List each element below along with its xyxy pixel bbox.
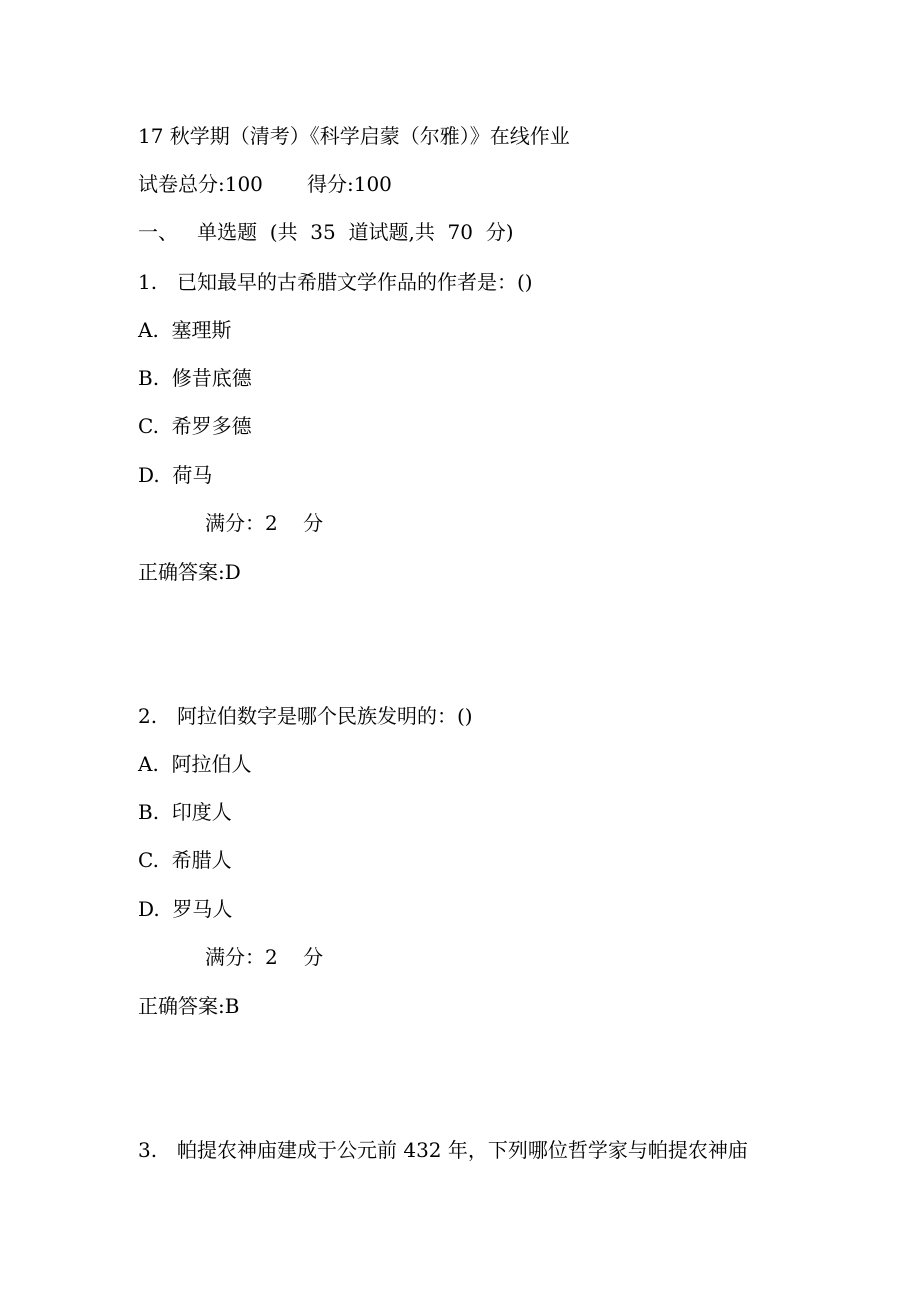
option-c: C. 希罗多德 xyxy=(138,414,252,438)
option-b: B. 印度人 xyxy=(138,800,232,824)
option-d: D. 荷马 xyxy=(138,463,213,487)
question-text: 阿拉伯数字是哪个民族发明的：() xyxy=(177,704,473,728)
full-score: 满分：2 分 xyxy=(205,945,324,969)
full-score: 满分：2 分 xyxy=(205,511,324,535)
total-score: 试卷总分:100 xyxy=(138,172,263,196)
correct-answer: 正确答案:D xyxy=(138,560,241,584)
document-title: 17 秋学期（清考）《科学启蒙（尔雅）》在线作业 xyxy=(138,124,570,148)
section-heading: 一、 单选题 (共 35 道试题,共 70 分) xyxy=(138,220,514,244)
correct-answer: 正确答案:B xyxy=(138,994,240,1018)
obtained-score: 得分:100 xyxy=(307,172,392,196)
option-a: A. 塞理斯 xyxy=(138,318,232,342)
option-a: A. 阿拉伯人 xyxy=(138,752,252,776)
option-c: C. 希腊人 xyxy=(138,848,232,872)
question-number: 3. xyxy=(138,1138,158,1162)
option-d: D. 罗马人 xyxy=(138,897,233,921)
question-number: 2. xyxy=(138,704,158,728)
question-number: 1. xyxy=(138,270,158,294)
option-b: B. 修昔底德 xyxy=(138,366,252,390)
question-text: 帕提农神庙建成于公元前 432 年，下列哪位哲学家与帕提农神庙 xyxy=(177,1138,748,1162)
question-text: 已知最早的古希腊文学作品的作者是：() xyxy=(177,270,533,294)
